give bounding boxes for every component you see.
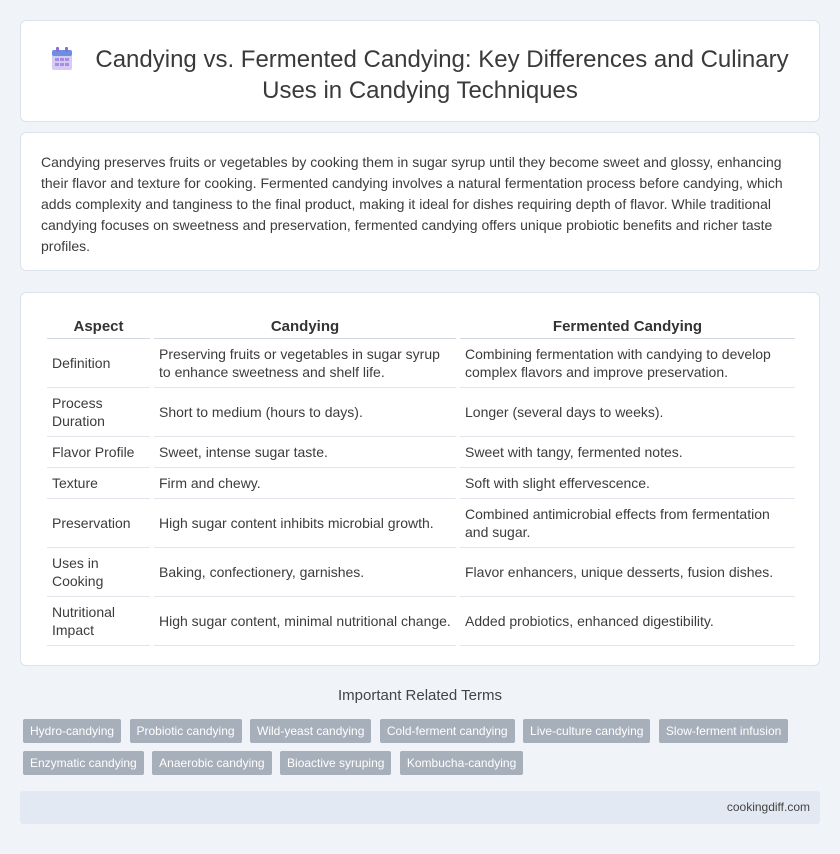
footer-site-link[interactable]: cookingdiff.com (726, 800, 810, 814)
tag-wild-yeast-candying[interactable]: Wild-yeast candying (250, 719, 371, 743)
row-fermented: Added probiotics, enhanced digestibility. (460, 597, 795, 646)
row-aspect: Definition (47, 339, 150, 388)
intro-paragraph: Candying preserves fruits or vegetables by cooking them in sugar syrup until they become sweet and glossy, enhancing their flavor and texture for cooking. Fermented candying involves a natural fermentation process before candying, which adds complexity and tanginess to the final product, making it ideal for dishes requiring depth of flavor. While traditional candying focuses on sweetness and preservation, fermented candying offers unique probiotic benefits and richer taste profiles. (41, 154, 783, 254)
table-row (47, 437, 795, 468)
row-fermented: Sweet with tangy, fermented notes. (460, 437, 795, 468)
row-aspect: Nutritional Impact (47, 597, 150, 646)
table-row (47, 499, 795, 548)
tag-live-culture-candying[interactable]: Live-culture candying (523, 719, 650, 743)
calendar-icon (51, 47, 73, 76)
row-candying: Preserving fruits or vegetables in sugar syrup to enhance sweetness and shelf life. (154, 339, 456, 388)
tag-hydro-candying[interactable]: Hydro-candying (23, 719, 121, 743)
row-candying: Baking, confectionery, garnishes. (154, 548, 456, 597)
tag-kombucha-candying[interactable]: Kombucha-candying (400, 751, 523, 775)
header-candying: Candying (154, 313, 456, 339)
comparison-table (43, 313, 799, 646)
tag-cold-ferment-candying[interactable]: Cold-ferment candying (380, 719, 515, 743)
row-candying: Short to medium (hours to days). (154, 388, 456, 437)
row-fermented: Combined antimicrobial effects from fermentation and sugar. (460, 499, 795, 548)
table-row (47, 388, 795, 437)
tag-enzymatic-candying[interactable]: Enzymatic candying (23, 751, 144, 775)
row-aspect: Uses in Cooking (47, 548, 150, 597)
header-card (20, 20, 820, 122)
page-header (51, 45, 789, 106)
table-header-row (47, 313, 795, 339)
footer (20, 791, 820, 824)
row-candying: Firm and chewy. (154, 468, 456, 499)
tag-bioactive-syruping[interactable]: Bioactive syruping (280, 751, 391, 775)
row-candying: Sweet, intense sugar taste. (154, 437, 456, 468)
row-fermented: Soft with slight effervescence. (460, 468, 795, 499)
comparison-card (20, 292, 820, 666)
header-aspect: Aspect (47, 313, 150, 339)
row-fermented: Flavor enhancers, unique desserts, fusion dishes. (460, 548, 795, 597)
row-aspect: Process Duration (47, 388, 150, 437)
row-aspect: Preservation (47, 499, 150, 548)
row-fermented: Combining fermentation with candying to develop complex flavors and improve preservation. (460, 339, 795, 388)
tag-slow-ferment-infusion[interactable]: Slow-ferment infusion (659, 719, 788, 743)
row-candying: High sugar content, minimal nutritional change. (154, 597, 456, 646)
intro-card (20, 132, 820, 271)
table-row (47, 339, 795, 388)
tag-probiotic-candying[interactable]: Probiotic candying (130, 719, 242, 743)
header-fermented-candying: Fermented Candying (460, 313, 795, 339)
row-fermented: Longer (several days to weeks). (460, 388, 795, 437)
tag-anaerobic-candying[interactable]: Anaerobic candying (152, 751, 271, 775)
table-row (47, 548, 795, 597)
row-candying: High sugar content inhibits microbial growth. (154, 499, 456, 548)
row-aspect: Flavor Profile (47, 437, 150, 468)
table-row (47, 597, 795, 646)
page-title: Candying vs. Fermented Candying: Key Differences and Culinary Uses in Candying Techniques (95, 46, 789, 104)
related-tags (23, 719, 823, 783)
related-terms-title: Important Related Terms (338, 687, 502, 704)
row-aspect: Texture (47, 468, 150, 499)
table-row (47, 468, 795, 499)
